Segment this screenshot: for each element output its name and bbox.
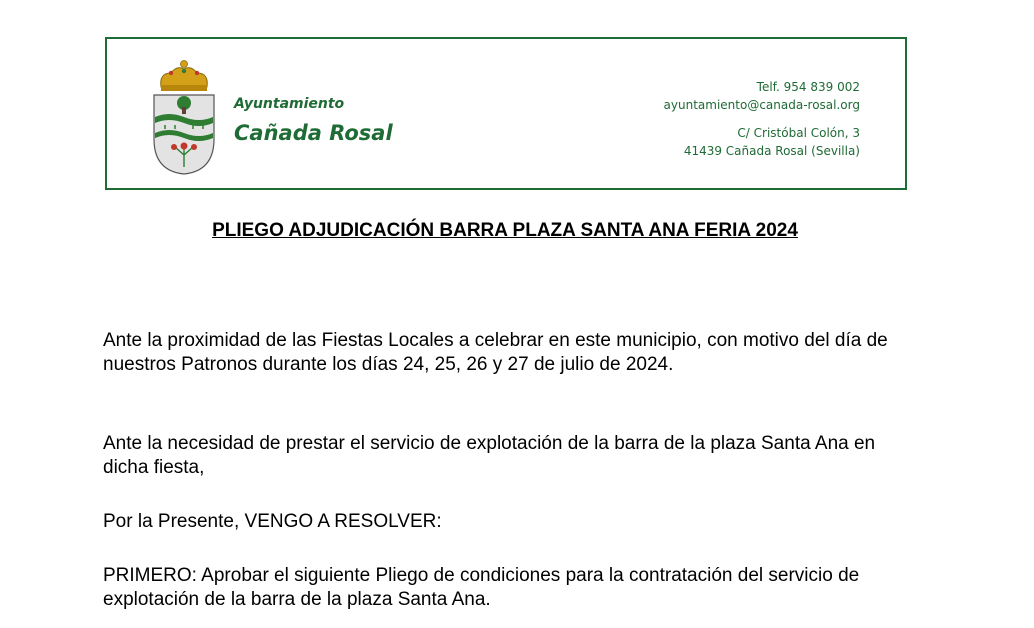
paragraph-4: PRIMERO: Aprobar el siguiente Pliego de condiciones para la contratación del servicio de explotación de la barra de la plaza Santa Ana. [103,565,860,610]
contact-spacer [664,114,860,124]
email-address: ayuntamiento@canada-rosal.org [663,98,860,112]
document-title: PLIEGO ADJUDICACIÓN BARRA PLAZA SANTA ANA FERIA 2024 [212,220,798,241]
address-line-2: 41439 Cañada Rosal (Sevilla) [683,144,860,158]
paragraph-2: Ante la necesidad de prestar el servicio de explotación de la barra de la plaza Santa Ana en dicha fiesta, [103,433,876,478]
coat-of-arms-icon [151,59,217,177]
org-line-1: Ayuntamiento [234,96,345,112]
organization-name [234,94,393,146]
paragraph-3: Por la Presente, VENGO A RESOLVER: [103,511,442,532]
address-line-1: C/ Cristóbal Colón, 3 [737,126,860,140]
paragraph-1: Ante la proximidad de las Fiestas Locales a celebrar en este municipio, con motivo del día de nuestros Patronos durante los días 24, 25, 26 y 27 de julio de 2024. [103,330,888,375]
contact-info [664,78,860,160]
org-line-2: Cañada Rosal [234,121,393,145]
phone-number: Telf. 954 839 002 [756,80,860,94]
letterhead [105,37,907,190]
